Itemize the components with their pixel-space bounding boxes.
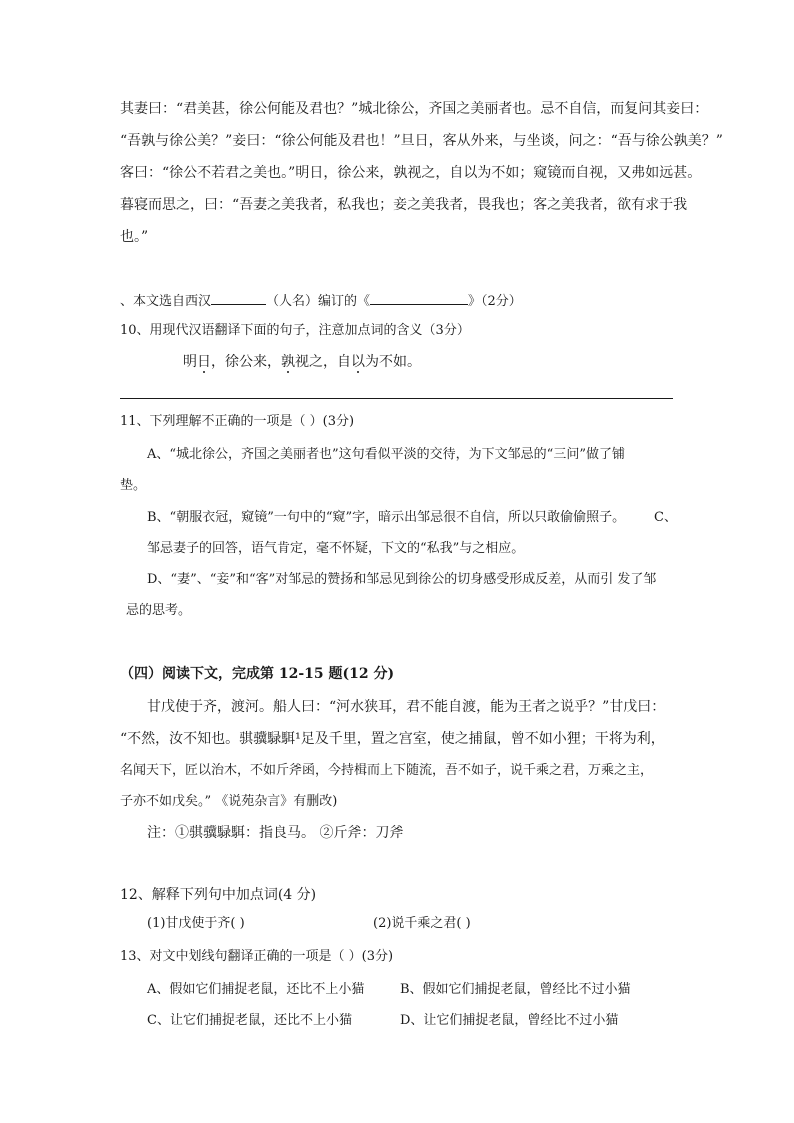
q13-option-c: C、让它们捕捉老鼠，还比不上小猫 <box>147 1013 352 1028</box>
passage2-line-1: 甘戊使于齐，渡河。船人曰：“河水狭耳，君不能自渡，能为王者之说乎？”甘戊曰： <box>147 699 666 715</box>
question-9 <box>120 290 522 312</box>
q13-option-d: D、让它们捕捉老鼠，曾经比不过小猫 <box>400 1013 619 1028</box>
q11-option-b: B、“朝服衣冠，窥镜”一句中的“窥”字，暗示出邹忌很不自信，所以只敢偷偷照子。 <box>147 510 626 525</box>
q13-option-b: B、假如它们捕捉老鼠，曾经比不过小猫 <box>400 982 631 997</box>
q9-blank-name[interactable] <box>211 290 266 305</box>
dotted-char: 日 <box>197 354 211 370</box>
question-10-stem: 10、用现代汉语翻译下面的句子，注意加点词的含义（3分） <box>120 323 470 338</box>
passage2-line-4: 子亦不如戊矣。” 《说苑杂言》有删改) <box>120 794 338 809</box>
q11-option-c-label: C、 <box>654 510 677 525</box>
answer-line-q10[interactable] <box>120 398 673 399</box>
passage2-line-2: “不然，汝不知也。骐骥騄駬¹足及千里，置之宫室，使之捕鼠，曾不如小狸；干将为利， <box>120 731 665 747</box>
passage2-note: 注：①骐骥騄駬：指良马。 ②斤斧：刀斧 <box>147 825 404 841</box>
q11-option-d-line-1: D、“妻”、“妾”和“客”对邹忌的赞扬和邹忌见到徐公的切身感受形成反差，从而引 发了邹 <box>147 572 657 587</box>
q12-item-1[interactable]: (1)甘戊使于齐( ) <box>147 916 245 931</box>
q9-suffix: 》（2分） <box>468 294 522 309</box>
q9-prefix: 、本文选自西汉 <box>120 294 212 309</box>
question-13-stem: 13、对文中划线句翻译正确的一项是（ ）(3分) <box>120 949 394 964</box>
dotted-char: 孰 <box>281 354 295 370</box>
section-4-heading: （四）阅读下文，完成第 12-15 题(12 分) <box>120 666 395 682</box>
q11-option-a-line-2: 垫。 <box>120 478 147 493</box>
dotted-char: 以 <box>351 354 365 370</box>
passage1-line-2: “吾孰与徐公美？”妾曰：“徐公何能及君也！”旦日，客从外来，与坐谈，问之：“吾与徐公孰美？” <box>120 133 723 149</box>
passage2-line-3: 名闻天下，匠以治木，不如斤斧函，今持楫而上下随流，吾不如子，说千乘之君，万乘之主， <box>120 763 654 778</box>
q11-option-d-line-2: 忌的思考。 <box>126 603 192 618</box>
question-12-stem: 12、解释下列句中加点词(4 分) <box>120 887 317 903</box>
question-10-sentence: 明日，徐公来，孰视之，自以为不如。 <box>183 354 421 370</box>
q11-option-c: 邹忌妻子的回答，语气肯定，毫不怀疑，下文的“私我”与之相应。 <box>147 541 525 556</box>
passage1-line-3: 客曰：“徐公不若君之美也。”明日，徐公来，孰视之，自以为不如；窥镜而自视，又弗如远甚。 <box>120 165 702 181</box>
passage1-line-4: 暮寝而思之，曰：“吾妻之美我者，私我也；妾之美我者，畏我也；客之美我者，欲有求于我 <box>120 197 688 213</box>
question-11-stem: 11、下列理解不正确的一项是（ ）(3分) <box>120 414 355 429</box>
q11-option-a-line-1: A、“城北徐公，齐国之美丽者也”这句看似平淡的交待，为下文邹忌的“三问”做了铺 <box>147 447 625 462</box>
q12-item-2[interactable]: (2)说千乘之君( ) <box>373 916 471 931</box>
q13-option-a: A、假如它们捕捉老鼠，还比不上小猫 <box>147 982 365 997</box>
q9-middle: （人名）编订的《 <box>266 294 371 309</box>
passage1-line-1: 其妻曰：“君美甚，徐公何能及君也？”城北徐公，齐国之美丽者也。忌不自信，而复问其妾曰： <box>120 101 709 117</box>
q9-blank-book[interactable] <box>370 290 468 305</box>
passage1-line-5: 也。” <box>120 229 149 245</box>
